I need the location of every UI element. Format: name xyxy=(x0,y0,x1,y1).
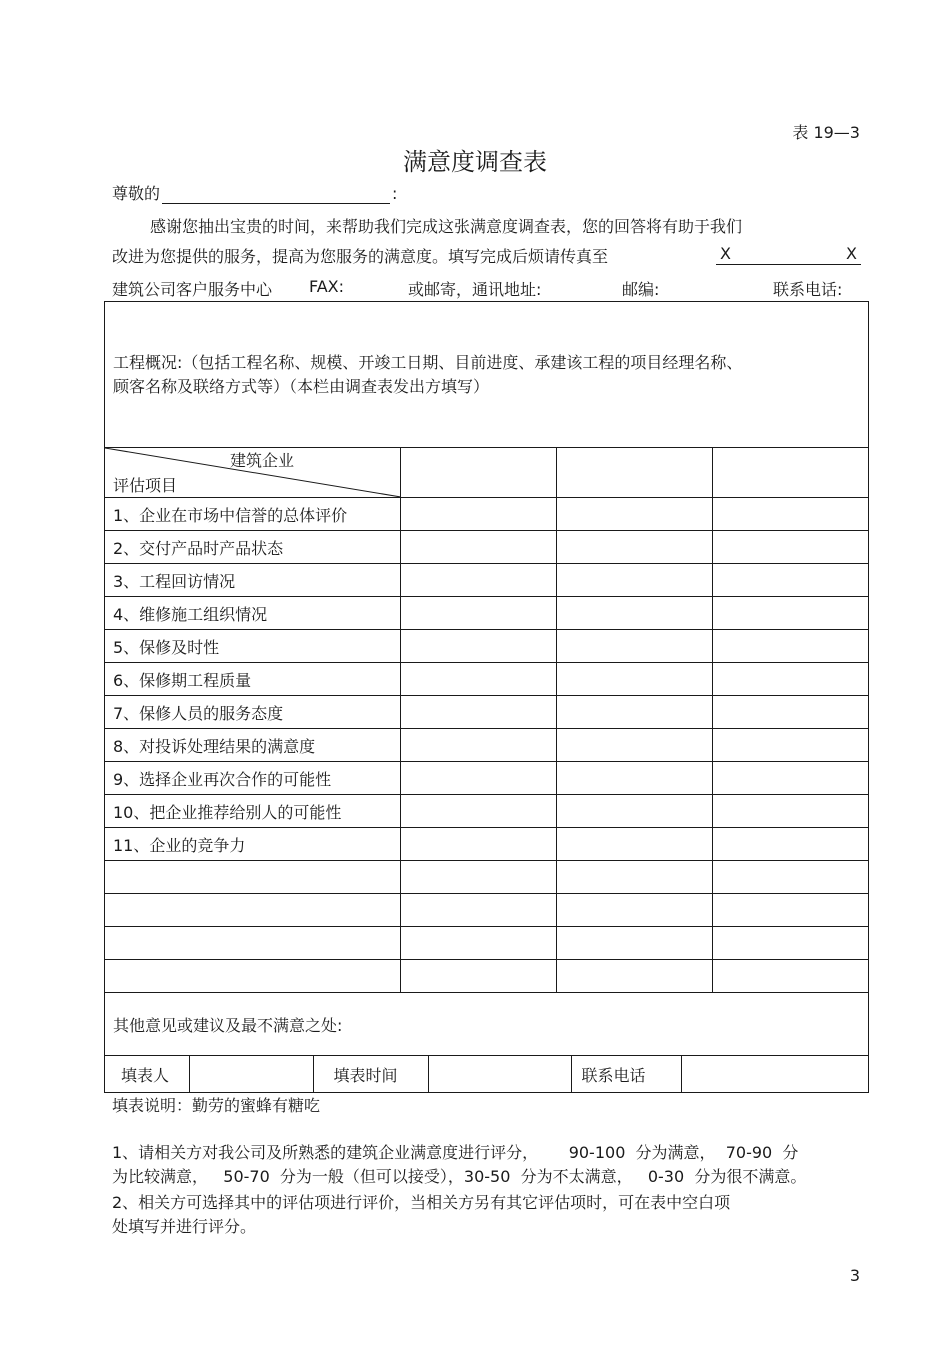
phone-label: 联系电话 xyxy=(571,1056,681,1092)
score-cell[interactable] xyxy=(401,696,557,729)
greeting-suffix: : xyxy=(392,184,398,203)
enterprise-col-2[interactable] xyxy=(557,448,713,498)
score-cell[interactable] xyxy=(557,696,713,729)
blank-item-cell[interactable] xyxy=(105,894,401,927)
fax-underline xyxy=(716,264,861,265)
overview-line-1: 工程概况:（包括工程名称、规模、开竣工日期、目前进度、承建该工程的项目经理名称、 xyxy=(113,352,743,372)
fax-placeholder-x2: X xyxy=(846,244,857,263)
overview-line-2: 顾客名称及联络方式等）（本栏由调查表发出方填写） xyxy=(113,376,490,396)
item-label: 3、工程回访情况 xyxy=(105,564,401,597)
fill-time-label: 填表时间 xyxy=(313,1056,428,1092)
score-cell[interactable] xyxy=(401,828,557,861)
score-cell[interactable] xyxy=(557,894,713,927)
score-cell[interactable] xyxy=(401,729,557,762)
greeting xyxy=(112,181,397,204)
intro-line-2: 改进为您提供的服务，提高为您服务的满意度。填写完成后烦请传真至 xyxy=(112,247,609,266)
score-cell[interactable] xyxy=(557,564,713,597)
item-label: 1、企业在市场中信誉的总体评价 xyxy=(105,498,401,531)
score-cell[interactable] xyxy=(713,696,869,729)
blank-item-cell[interactable] xyxy=(105,927,401,960)
form-number: 表 19—3 xyxy=(792,123,860,142)
item-label: 10、把企业推荐给别人的可能性 xyxy=(105,795,401,828)
fax-placeholder-x1: X xyxy=(720,244,731,263)
phone-field[interactable] xyxy=(681,1056,877,1092)
fill-time-field[interactable] xyxy=(428,1056,571,1092)
contact-phone-label: 联系电话: xyxy=(773,280,843,299)
filler-field[interactable] xyxy=(189,1056,313,1092)
enterprise-col-1[interactable] xyxy=(401,448,557,498)
notes-title: 填表说明：勤劳的蜜蜂有糖吃 xyxy=(112,1096,321,1115)
page-number: 3 xyxy=(849,1266,860,1285)
score-cell[interactable] xyxy=(401,531,557,564)
header-item-label: 评估项目 xyxy=(113,476,178,495)
score-cell[interactable] xyxy=(713,828,869,861)
item-label: 9、选择企业再次合作的可能性 xyxy=(105,762,401,795)
signature-row xyxy=(105,1056,869,1093)
blank-item-cell[interactable] xyxy=(105,960,401,993)
score-cell[interactable] xyxy=(713,729,869,762)
score-cell[interactable] xyxy=(557,630,713,663)
score-cell[interactable] xyxy=(401,927,557,960)
score-cell[interactable] xyxy=(401,597,557,630)
item-label: 5、保修及时性 xyxy=(105,630,401,663)
score-cell[interactable] xyxy=(557,498,713,531)
score-cell[interactable] xyxy=(557,927,713,960)
score-cell[interactable] xyxy=(401,795,557,828)
mail-address-label: 或邮寄，通讯地址: xyxy=(408,280,542,299)
score-cell[interactable] xyxy=(713,861,869,894)
fax-label: FAX: xyxy=(309,277,345,296)
note-2-line-2: 处填写并进行评分。 xyxy=(112,1217,257,1236)
score-cell[interactable] xyxy=(713,630,869,663)
page-title: 满意度调查表 xyxy=(403,148,547,176)
score-cell[interactable] xyxy=(713,597,869,630)
score-cell[interactable] xyxy=(557,597,713,630)
project-overview-cell[interactable] xyxy=(105,302,869,448)
score-cell[interactable] xyxy=(713,531,869,564)
enterprise-col-3[interactable] xyxy=(713,448,869,498)
note-2-line-1: 2、相关方可选择其中的评估项进行评价，当相关方另有其它评估项时，可在表中空白项 xyxy=(112,1193,731,1212)
service-center: 建筑公司客户服务中心 xyxy=(112,280,273,299)
item-label: 7、保修人员的服务态度 xyxy=(105,696,401,729)
score-cell[interactable] xyxy=(401,498,557,531)
score-cell[interactable] xyxy=(557,795,713,828)
note-1-line-1: 1、请相关方对我公司及所熟悉的建筑企业满意度进行评分， 90-100 分为满意， 70-90 分 xyxy=(112,1143,799,1162)
survey-table xyxy=(104,301,869,1093)
score-cell[interactable] xyxy=(557,828,713,861)
score-cell[interactable] xyxy=(401,861,557,894)
score-cell[interactable] xyxy=(401,762,557,795)
score-cell[interactable] xyxy=(713,762,869,795)
score-cell[interactable] xyxy=(557,663,713,696)
postcode-label: 邮编: xyxy=(622,280,660,299)
score-cell[interactable] xyxy=(401,894,557,927)
score-cell[interactable] xyxy=(713,663,869,696)
note-1-line-2: 为比较满意， 50-70 分为一般（但可以接受），30-50 分为不太满意， 0-30 分为很不满意。 xyxy=(112,1167,807,1186)
score-cell[interactable] xyxy=(713,498,869,531)
item-label: 11、企业的竞争力 xyxy=(105,828,401,861)
score-cell[interactable] xyxy=(401,630,557,663)
item-label: 4、维修施工组织情况 xyxy=(105,597,401,630)
diagonal-header-cell xyxy=(105,448,401,498)
remarks-label: 其他意见或建议及最不满意之处: xyxy=(113,1015,343,1035)
blank-item-cell[interactable] xyxy=(105,861,401,894)
recipient-blank[interactable] xyxy=(162,186,390,204)
header-enterprise-label: 建筑企业 xyxy=(230,451,295,470)
score-cell[interactable] xyxy=(713,927,869,960)
score-cell[interactable] xyxy=(713,960,869,993)
score-cell[interactable] xyxy=(713,795,869,828)
intro-line-1: 感谢您抽出宝贵的时间，来帮助我们完成这张满意度调查表，您的回答将有助于我们 xyxy=(150,217,743,236)
score-cell[interactable] xyxy=(401,960,557,993)
item-label: 6、保修期工程质量 xyxy=(105,663,401,696)
score-cell[interactable] xyxy=(713,564,869,597)
score-cell[interactable] xyxy=(557,960,713,993)
score-cell[interactable] xyxy=(401,564,557,597)
score-cell[interactable] xyxy=(401,663,557,696)
score-cell[interactable] xyxy=(557,861,713,894)
item-label: 2、交付产品时产品状态 xyxy=(105,531,401,564)
score-cell[interactable] xyxy=(557,729,713,762)
filler-label: 填表人 xyxy=(113,1056,189,1092)
remarks-cell[interactable] xyxy=(105,993,869,1056)
score-cell[interactable] xyxy=(713,894,869,927)
score-cell[interactable] xyxy=(557,762,713,795)
score-cell[interactable] xyxy=(557,531,713,564)
item-label: 8、对投诉处理结果的满意度 xyxy=(105,729,401,762)
greeting-prefix: 尊敬的 xyxy=(112,184,161,203)
